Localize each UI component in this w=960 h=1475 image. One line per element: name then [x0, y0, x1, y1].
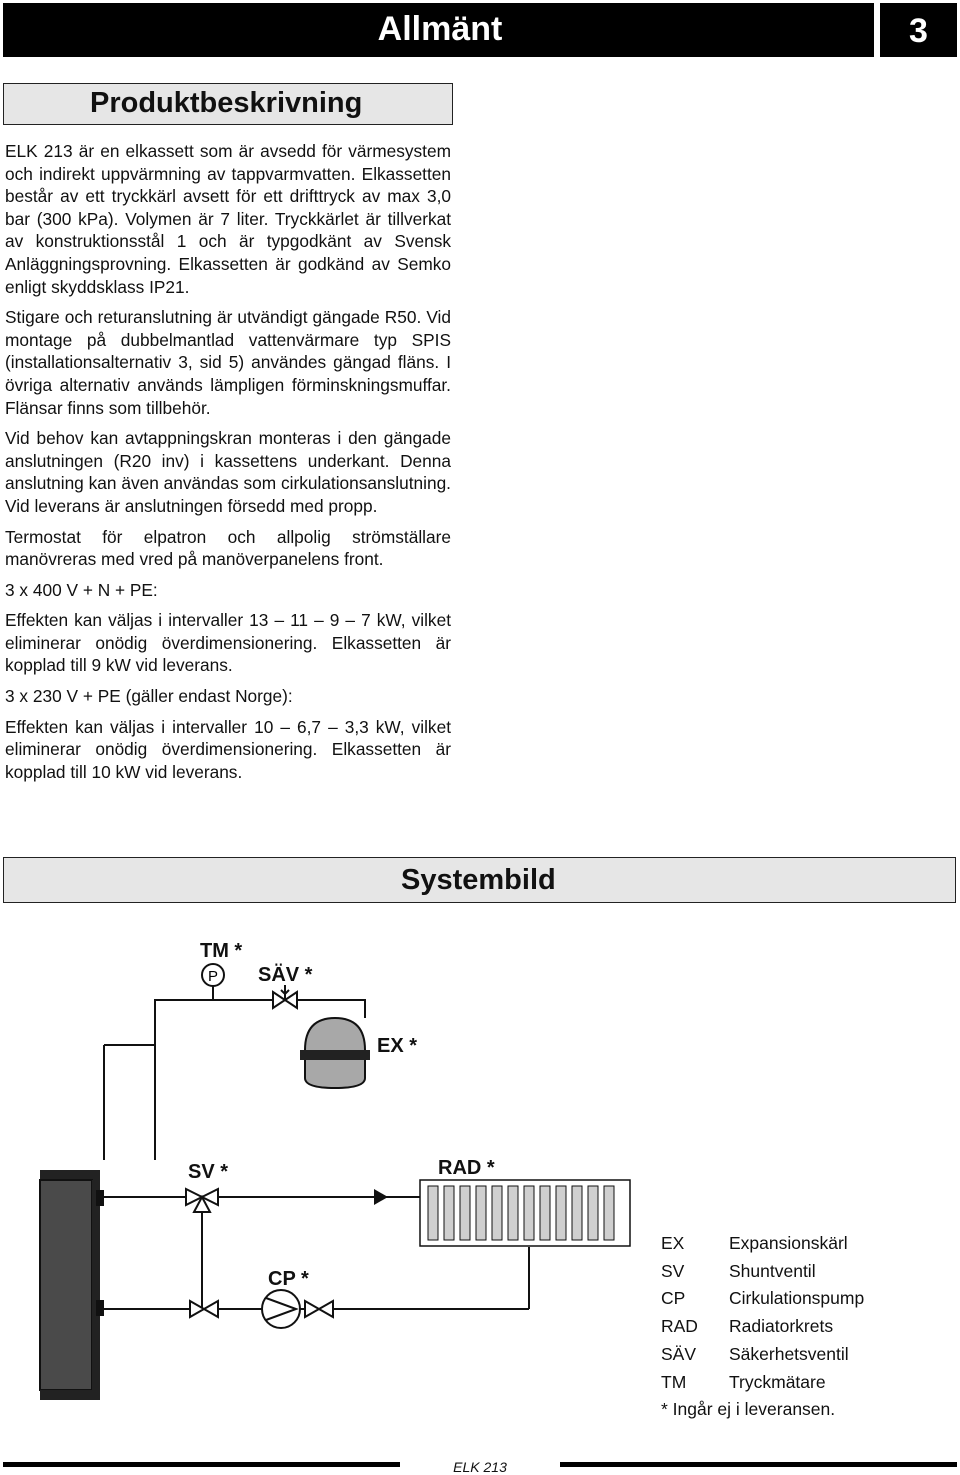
page-number: 3 [880, 3, 957, 57]
legend-row: TM Tryckmätare [661, 1371, 826, 1392]
section-heading-system: Systembild [401, 864, 556, 896]
product-description [5, 140, 451, 783]
legend-row: RAD Radiatorkrets [661, 1316, 834, 1337]
chapter-title: Allmänt [377, 10, 503, 48]
section-heading-produkt: Produktbeskrivning [90, 87, 363, 119]
label-ex: EX * [377, 1035, 418, 1057]
return-valve-left-icon [190, 1301, 218, 1317]
flow-arrow-icon [374, 1189, 388, 1205]
heater-unit [40, 1170, 104, 1400]
legend [661, 1230, 864, 1424]
paragraph: Effekten kan väljas i intervaller 13 – 11 – 9 – 7 kW, vilket eliminerar onödig överdimensionering. Elkassetten är kopplad till 9 kW vid leverans. [5, 610, 451, 676]
label-tm: TM * [200, 940, 243, 962]
section-heading-box-system [3, 857, 956, 903]
label-cp: CP * [268, 1268, 309, 1290]
circulation-pump-icon [262, 1290, 300, 1328]
label-sv: SV * [188, 1161, 229, 1183]
gauge-letter: P [207, 968, 219, 985]
footer-rule-left [3, 1462, 400, 1467]
label-rad: RAD * [438, 1157, 495, 1179]
label-sav: SÄV * [258, 964, 313, 986]
footer-model: ELK 213 [453, 1459, 507, 1475]
paragraph: Termostat för elpatron och allpolig strömställare manövreras med vred på manöverpanelens front. [5, 526, 451, 570]
section-heading-box-produkt [3, 83, 453, 125]
expansion-vessel-icon [300, 1018, 370, 1088]
safety-valve-icon [273, 985, 297, 1008]
shunt-valve-icon [186, 1189, 218, 1212]
paragraph: Stigare och returanslutning är utvändigt gängade R50. Vid montage på dubbelmantlad vattenvärmare typ SPIS (installationsalternativ 3, sid 5) användes gängad fläns. I övriga alternativ används lämpligen förminskningsmuffar. Flänsar finns som tillbehör. [5, 307, 451, 418]
legend-row: CP Cirkulationspump [661, 1288, 865, 1309]
paragraph: ELK 213 är en elkassett som är avsedd för värmesystem och indirekt uppvärmning av tappvarmvatten. Elkassetten består av ett tryckkärl avsett för ett drifttryck av max 3,0 bar (300 kPa). Volymen är 7 liter. Tryckkärlet är tillverkat av konstruktionsstål 1 och är typgodkänt av Svensk Anläggningsprovning. Elkassetten är godkänd av Semko enligt skyddsklass IP21. [5, 141, 451, 297]
legend-row: EX Expansionskärl [661, 1233, 848, 1253]
return-valve-right-icon [305, 1301, 333, 1317]
legend-note: * Ingår ej i leveransen. [661, 1399, 836, 1420]
paragraph: Vid behov kan avtappningskran monteras i den gängade anslutningen (R20 inv) i kassettens underkant. Denna anslutning kan även användas som cirkulationsanslutning. Vid leverans är anslutningen försedd med propp. [5, 428, 451, 516]
legend-row: SÄV Säkerhetsventil [661, 1343, 849, 1364]
radiator-icon [420, 1180, 630, 1246]
legend-row: SV Shuntventil [661, 1260, 816, 1281]
footer-rule-right [560, 1462, 957, 1467]
paragraph-voltage-230: 3 x 230 V + PE (gäller endast Norge): [5, 686, 293, 707]
paragraph: Effekten kan väljas i intervaller 10 – 6,7 – 3,3 kW, vilket eliminerar onödig överdimensionering. Elkassetten är kopplad till 10 kW vid leverans. [5, 716, 451, 782]
paragraph-voltage-400: 3 x 400 V + N + PE: [5, 579, 158, 600]
